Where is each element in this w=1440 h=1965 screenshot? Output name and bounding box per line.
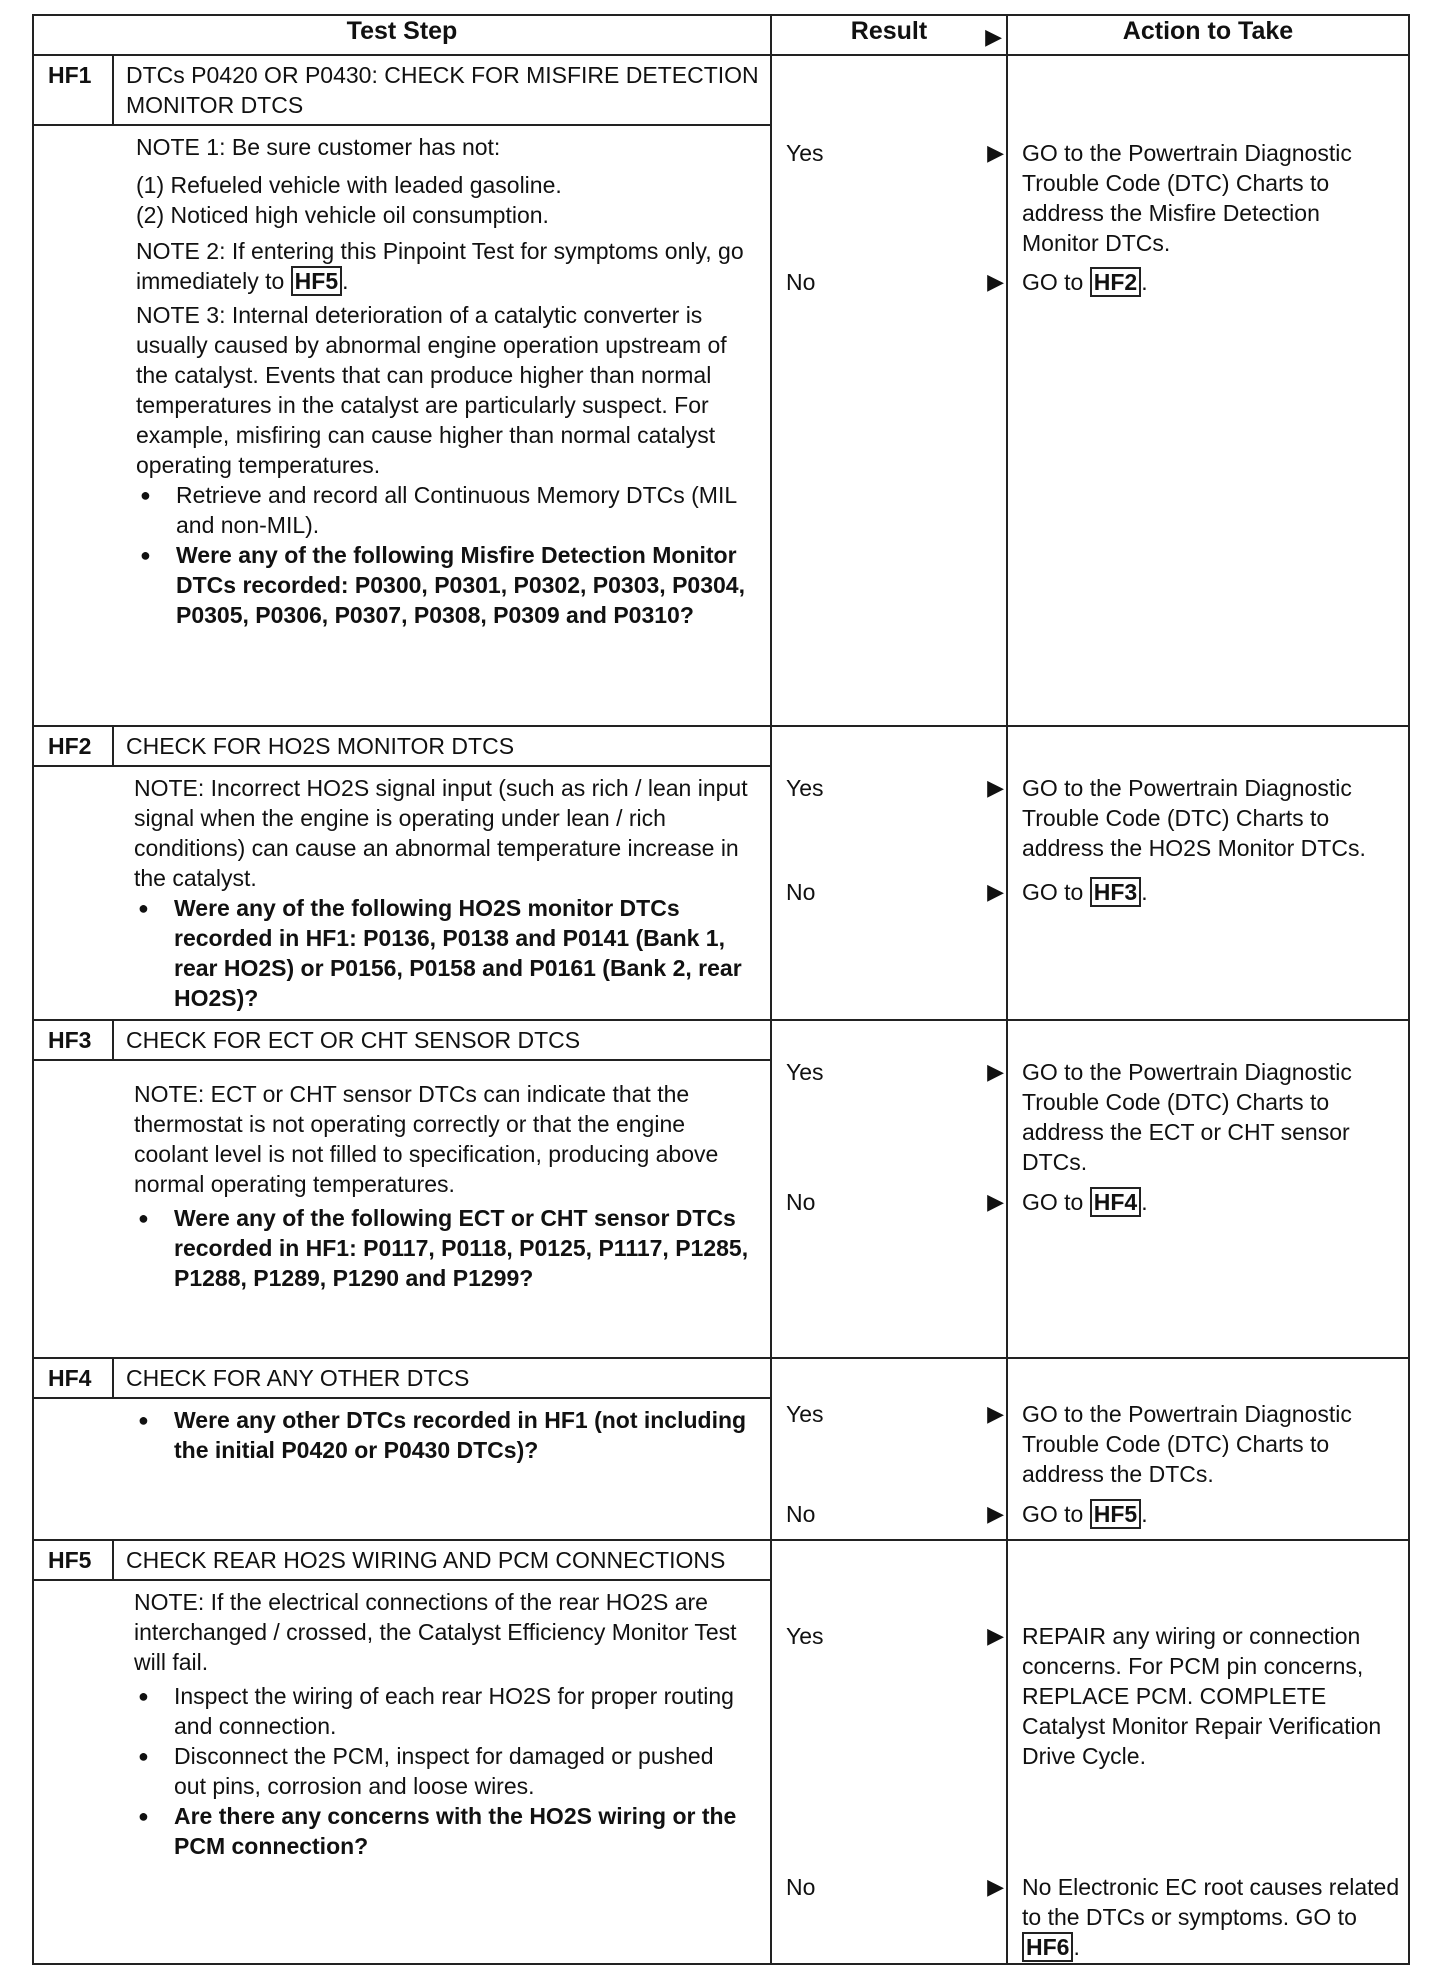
action-cell-hf3 (1007, 1020, 1409, 1358)
step-ref-hf4[interactable]: HF4 (1090, 1187, 1141, 1217)
step-row-hf3 (33, 1020, 1409, 1358)
step-row-hf1 (33, 55, 1409, 726)
bullet-list-hf2 (134, 893, 750, 1013)
step-body-hf5 (34, 1581, 770, 1867)
result-no: No (786, 1189, 816, 1215)
step-cell-hf4 (33, 1358, 771, 1540)
action-yes: GO to the Powertrain Diagnostic Trouble Code (DTC) Charts to address the ECT or CHT sensor DTCs. (1022, 1059, 1352, 1175)
result-yes: Yes (786, 140, 824, 166)
bullet-item: ● Retrieve and record all Continuous Memory DTCs (MIL and non-MIL). (136, 480, 750, 540)
result-cell-hf2 (771, 726, 1007, 1020)
result-cell-hf5 (771, 1540, 1007, 1964)
bullet-item: ● Inspect the wiring of each rear HO2S for proper routing and connection. (134, 1681, 750, 1741)
step-ref-hf2[interactable]: HF2 (1090, 267, 1141, 297)
bullet-list-hf5 (134, 1681, 750, 1861)
arrow-right-icon: ▶ (985, 24, 1002, 49)
bullet-list-hf4 (134, 1405, 750, 1465)
arrow-right-icon: ▶ (987, 1623, 1004, 1648)
action-no-end: . (1073, 1934, 1080, 1960)
action-no-end: . (1141, 1501, 1148, 1527)
action-cell-hf5 (1007, 1540, 1409, 1964)
result-no: No (786, 879, 816, 905)
pinpoint-test-table (32, 14, 1410, 1965)
action-no-text: No Electronic EC root causes related to the DTCs or symptoms. GO to (1022, 1874, 1400, 1930)
arrow-right-icon: ▶ (987, 1501, 1004, 1526)
bullet-question: ● Were any other DTCs recorded in HF1 (not including the initial P0420 or P0430 DTCs)? (134, 1405, 750, 1465)
arrow-right-icon: ▶ (987, 775, 1004, 800)
action-no-text: GO to (1022, 879, 1084, 905)
action-no-end: . (1141, 879, 1148, 905)
action-yes: REPAIR any wiring or connection concerns. For PCM pin concerns, REPLACE PCM. COMPLETE Catalyst Monitor Repair Verification Drive Cycle. (1022, 1623, 1382, 1769)
result-yes: Yes (786, 775, 824, 801)
result-no: No (786, 1501, 816, 1527)
note: NOTE: ECT or CHT sensor DTCs can indicate that the thermostat is not operating correctly or that the engine coolant level is not filled to specification, producing above normal operating temperatures. (134, 1081, 719, 1197)
arrow-right-icon: ▶ (987, 1189, 1004, 1214)
note-2-end: . (342, 268, 349, 294)
action-no (1022, 1872, 1402, 1962)
step-id: HF1 (34, 56, 114, 124)
bullet-list-hf1 (136, 480, 750, 630)
step-body-hf4 (34, 1399, 770, 1471)
note-1: NOTE 1: Be sure customer has not: (136, 134, 501, 160)
step-id: HF2 (34, 727, 114, 765)
note: NOTE: If the electrical connections of the rear HO2S are interchanged / crossed, the Catalyst Efficiency Monitor Test will fail. (134, 1589, 737, 1675)
header-action: Action to Take (1007, 15, 1409, 55)
action-no-text: GO to (1022, 1501, 1084, 1527)
step-header-hf5 (34, 1541, 770, 1581)
note-3: NOTE 3: Internal deterioration of a catalytic converter is usually caused by abnormal engine operation upstream of the catalyst. Events that can produce higher than normal temperatures in the catalyst are particularly suspect. For example, misfiring can cause higher than normal catalyst operating temperatures. (136, 302, 727, 478)
action-no (1022, 1499, 1402, 1529)
arrow-right-icon: ▶ (987, 1874, 1004, 1899)
table-header-row (33, 15, 1409, 55)
action-no (1022, 267, 1402, 297)
step-body-hf1 (34, 126, 770, 636)
bullet-question: ● Were any of the following Misfire Detection Monitor DTCs recorded: P0300, P0301, P0302, P0303, P0304, P0305, P0306, P0307, P0308, P0309 and P0310? (136, 540, 750, 630)
action-yes: GO to the Powertrain Diagnostic Trouble Code (DTC) Charts to address the DTCs. (1022, 1401, 1352, 1487)
action-yes: GO to the Powertrain Diagnostic Trouble Code (DTC) Charts to address the HO2S Monitor DTCs. (1022, 775, 1366, 861)
step-cell-hf5 (33, 1540, 771, 1964)
action-no-end: . (1141, 1189, 1148, 1215)
arrow-right-icon: ▶ (987, 879, 1004, 904)
bullet-question: ● Are there any concerns with the HO2S wiring or the PCM connection? (134, 1801, 750, 1861)
step-cell-hf1 (33, 55, 771, 726)
action-no (1022, 1187, 1402, 1217)
step-title: CHECK FOR ANY OTHER DTCS (126, 1365, 470, 1391)
bullet-question: ● Were any of the following ECT or CHT sensor DTCs recorded in HF1: P0117, P0118, P0125, P1117, P1285, P1288, P1289, P1290 and P1299? (134, 1203, 750, 1293)
result-no: No (786, 1874, 816, 1900)
note-2-text: NOTE 2: If entering this Pinpoint Test for symptoms only, go immediately to (136, 238, 744, 294)
step-id: HF4 (34, 1359, 114, 1397)
bullet-item: ● Disconnect the PCM, inspect for damaged or pushed out pins, corrosion and loose wires. (134, 1741, 750, 1801)
step-header-hf2 (34, 727, 770, 767)
step-row-hf4 (33, 1358, 1409, 1540)
step-header-hf4 (34, 1359, 770, 1399)
header-test-step: Test Step (33, 15, 771, 55)
step-header-hf1 (34, 56, 770, 126)
step-id: HF5 (34, 1541, 114, 1579)
bullet-question: ● Were any of the following HO2S monitor DTCs recorded in HF1: P0136, P0138 and P0141 (Bank 1, rear HO2S) or P0156, P0158 and P0161 (Bank 2, rear HO2S)? (134, 893, 750, 1013)
action-no (1022, 877, 1402, 907)
result-cell-hf3 (771, 1020, 1007, 1358)
result-cell-hf4 (771, 1358, 1007, 1540)
step-body-hf2 (34, 767, 770, 1019)
step-title: CHECK REAR HO2S WIRING AND PCM CONNECTIONS (126, 1547, 726, 1573)
action-cell-hf2 (1007, 726, 1409, 1020)
step-title: DTCs P0420 OR P0430: CHECK FOR MISFIRE DETECTION MONITOR DTCS (126, 62, 759, 118)
header-result (771, 15, 1007, 55)
step-ref-hf3[interactable]: HF3 (1090, 877, 1141, 907)
step-body-hf3 (34, 1061, 770, 1299)
step-title: CHECK FOR ECT OR CHT SENSOR DTCS (126, 1027, 581, 1053)
result-yes: Yes (786, 1401, 824, 1427)
result-yes: Yes (786, 1623, 824, 1649)
step-cell-hf3 (33, 1020, 771, 1358)
arrow-right-icon: ▶ (987, 1059, 1004, 1084)
bullet-list-hf3 (134, 1203, 750, 1293)
diagnostic-table-page (32, 14, 1408, 1965)
note-1-item-2: (2) Noticed high vehicle oil consumption. (136, 202, 549, 228)
step-row-hf2 (33, 726, 1409, 1020)
header-result-label: Result (850, 17, 928, 45)
step-ref-hf5[interactable]: HF5 (291, 266, 342, 296)
note: NOTE: Incorrect HO2S signal input (such as rich / lean input signal when the engine is operating under lean / rich conditions) can cause an abnormal temperature increase in the catalyst. (134, 775, 748, 891)
action-no-text: GO to (1022, 269, 1084, 295)
result-no: No (786, 269, 816, 295)
arrow-right-icon: ▶ (987, 269, 1004, 294)
step-id: HF3 (34, 1021, 114, 1059)
result-cell-hf1 (771, 55, 1007, 726)
note-2 (136, 236, 750, 296)
step-ref-hf6[interactable]: HF6 (1022, 1932, 1073, 1962)
arrow-right-icon: ▶ (987, 1401, 1004, 1426)
action-no-end: . (1141, 269, 1148, 295)
result-yes: Yes (786, 1059, 824, 1085)
step-row-hf5 (33, 1540, 1409, 1964)
step-header-hf3 (34, 1021, 770, 1061)
step-title: CHECK FOR HO2S MONITOR DTCS (126, 733, 515, 759)
note-1-item-1: (1) Refueled vehicle with leaded gasoline. (136, 172, 562, 198)
step-ref-hf5[interactable]: HF5 (1090, 1499, 1141, 1529)
action-yes: GO to the Powertrain Diagnostic Trouble Code (DTC) Charts to address the Misfire Detection Monitor DTCs. (1022, 140, 1352, 256)
arrow-right-icon: ▶ (987, 140, 1004, 165)
action-no-text: GO to (1022, 1189, 1084, 1215)
action-cell-hf1 (1007, 55, 1409, 726)
action-cell-hf4 (1007, 1358, 1409, 1540)
step-cell-hf2 (33, 726, 771, 1020)
